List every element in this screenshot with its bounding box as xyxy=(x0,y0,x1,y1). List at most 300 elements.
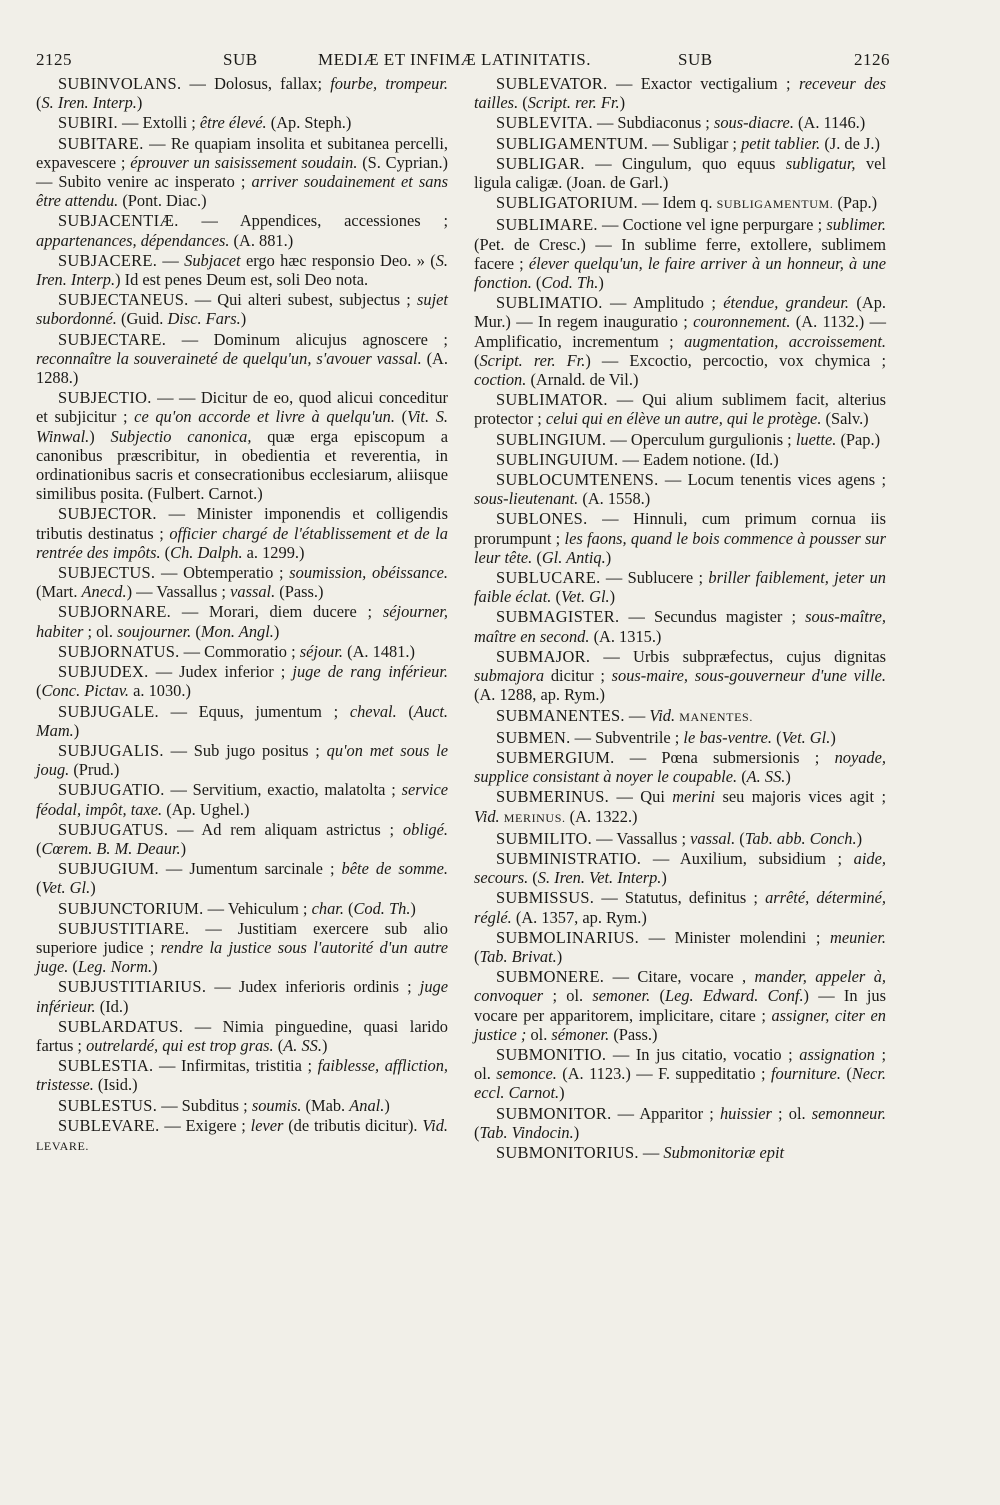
entry-text: (Salv.) xyxy=(821,409,869,429)
entry-text: (Ap. Ughel.) xyxy=(162,799,250,819)
entry-headword: SUBLARDATUS. xyxy=(58,1016,184,1036)
entry-text: ) xyxy=(136,93,143,113)
entry-text: a. 1030.) xyxy=(129,681,191,701)
entry-headword: SUBMERINUS. xyxy=(496,787,610,807)
entry-text: — Dolosus, fallax; xyxy=(181,74,331,93)
entry-text: — Sub jugo positus ; xyxy=(163,740,327,760)
entry-text: ) xyxy=(830,727,836,747)
entry-text: — Re quapiam insolita et subitanea percelli, expavescere ; xyxy=(36,133,448,172)
entry-headword: SUBLIGAMENTUM. xyxy=(496,133,649,153)
entry-text: (J. de J.) xyxy=(820,133,880,153)
entry-headword: SUBJUSTITIARE. xyxy=(58,918,190,938)
entry-text: — Statutus, definitus ; xyxy=(594,888,766,908)
dictionary-entry xyxy=(474,1143,886,1162)
entry-crossref: LEVARE. xyxy=(36,1138,89,1153)
entry-text: — Servitium, exactio, malatolta ; xyxy=(164,780,402,800)
entry-text: ( xyxy=(772,727,782,747)
entry-italic-text: les faons, quand le bois commence à pousser sur leur tête. xyxy=(474,528,887,567)
entry-text: — Exactor vectigalium ; xyxy=(607,74,799,93)
entry-italic-text: juge inférieur. xyxy=(36,977,448,1016)
entry-headword: SUBJECTARE. xyxy=(58,329,167,349)
entry-italic-text: le bas-ventre. xyxy=(683,727,773,747)
entry-crossref: MERINUS. xyxy=(503,810,566,825)
dictionary-entry xyxy=(474,470,886,508)
entry-italic-text: séjourner, habiter xyxy=(36,602,448,641)
entry-text: ( xyxy=(273,1035,284,1055)
entry-italic-text: aide, secours. xyxy=(474,848,886,888)
dictionary-entry xyxy=(474,829,886,848)
entry-text: ( xyxy=(474,1122,480,1142)
dictionary-entry xyxy=(474,706,886,727)
entry-text: (S. Cyprian.) — Subito venire ac insperato ; xyxy=(36,152,449,192)
entry-text: — Citare, vocare , xyxy=(604,967,755,987)
entry-text: ; ol. xyxy=(83,621,118,641)
entry-italic-text: Subjacet xyxy=(184,250,241,270)
entry-text: — Vassallus ; xyxy=(592,828,691,848)
dictionary-entry xyxy=(474,390,886,428)
running-head-right: SUB xyxy=(678,50,713,69)
entry-text: — Cingulum, quo equus xyxy=(584,153,786,173)
entry-headword: SUBJECTIO. xyxy=(58,388,152,408)
dictionary-entry xyxy=(474,154,886,192)
dictionary-entry xyxy=(36,113,448,132)
entry-italic-text: semonneur. xyxy=(811,1103,886,1123)
entry-italic-text: sujet subordonné. xyxy=(36,290,448,329)
entry-text: ) xyxy=(573,1122,580,1142)
dictionary-entry xyxy=(36,662,448,700)
entry-italic-text: Vid. xyxy=(649,705,676,725)
entry-italic-text: Conc. Pictav. xyxy=(41,681,130,701)
entry-italic-text: juge de rang inférieur. xyxy=(292,662,448,682)
running-head-left: SUB xyxy=(223,50,258,69)
entry-text: (A. 1288, ap. Rym.) xyxy=(474,685,605,705)
entry-text: ) xyxy=(609,587,616,607)
entry-italic-text: submajora xyxy=(474,666,545,686)
entry-text: ( xyxy=(532,547,542,567)
dictionary-entry xyxy=(36,1096,448,1115)
entry-text: — Minister imponendis et colligendis tributis destinatus ; xyxy=(36,504,448,543)
entry-italic-text: Necr. eccl. Carnot. xyxy=(474,1064,886,1103)
entry-italic-text: Tab. Brivat. xyxy=(479,946,557,966)
dictionary-entry xyxy=(36,74,448,112)
entry-text: (Mab. xyxy=(301,1095,350,1115)
entry-text: ( xyxy=(36,681,42,701)
entry-headword: SUBLINGUIUM. xyxy=(496,449,619,469)
entry-italic-text: bête de somme. xyxy=(341,859,448,879)
dictionary-entry xyxy=(474,568,886,606)
entry-text: ( xyxy=(735,828,745,848)
entry-italic-text: meunier. xyxy=(830,927,886,947)
entry-text: — — Dicitur de eo, quod alicui conceditur et subjicitur ; xyxy=(36,388,448,427)
entry-italic-text: sous-diacre. xyxy=(713,113,794,133)
dictionary-entry xyxy=(36,1017,448,1055)
dictionary-entry xyxy=(474,113,886,132)
entry-text: — Secundus magister ; xyxy=(619,607,806,627)
entry-text: — Commoratio ; xyxy=(179,641,300,661)
entry-italic-text: sublimer. xyxy=(826,215,886,235)
entry-italic-text: huissier xyxy=(719,1103,772,1123)
entry-text: (Ap. Steph.) xyxy=(266,113,352,133)
entry-italic-text: arrêté, déterminé, réglé. xyxy=(474,888,886,927)
entry-text: (Id.) xyxy=(95,996,129,1016)
entry-italic-text: S. Iren. Interp. xyxy=(36,250,449,290)
entry-headword: SUBMAGISTER. xyxy=(496,607,620,627)
entry-text: ) xyxy=(273,621,280,641)
entry-headword: SUBIRI. xyxy=(58,113,118,133)
entry-headword: SUBLONES. xyxy=(496,509,588,529)
entry-text: (A. 1288.) xyxy=(36,348,448,388)
entry-headword: SUBJACERE. xyxy=(58,250,158,270)
entry-text: — Morari, diem ducere ; xyxy=(171,602,383,622)
entry-crossref: SUBLIGAMENTUM. xyxy=(716,197,834,212)
entry-text: ) — In jus vocare per apparitorem, implicitare, citare ; xyxy=(474,986,886,1025)
entry-text: ) xyxy=(384,1095,390,1115)
entry-italic-text: Vid. xyxy=(474,806,500,826)
entry-text: ( xyxy=(650,986,665,1006)
entry-italic-text: sous-maire, sous-gouverneur d'une ville. xyxy=(611,666,886,686)
dictionary-entry xyxy=(36,211,448,249)
entry-italic-text: Tab. Vindocin. xyxy=(479,1122,574,1142)
entry-text: ( xyxy=(518,93,528,113)
entry-italic-text: Anecd. xyxy=(81,582,127,602)
entry-italic-text: soumis. xyxy=(251,1095,302,1115)
entry-italic-text: assigner, citer en justice ; xyxy=(474,1005,886,1044)
entry-italic-text: vassal. xyxy=(230,582,276,602)
dictionary-entry xyxy=(36,563,448,601)
entry-italic-text: obligé. xyxy=(402,819,448,839)
dictionary-entry xyxy=(474,1104,886,1142)
entry-headword: SUBMONERE. xyxy=(496,967,605,987)
entry-text: — Obtemperatio ; xyxy=(155,563,290,583)
entry-text: (Pap.) xyxy=(836,429,881,449)
entry-italic-text: soumission, obéissance. xyxy=(289,563,449,583)
entry-text: ) — Excoctio, percoctio, vox chymica ; xyxy=(585,350,886,370)
dictionary-entry xyxy=(36,820,448,858)
entry-text: (Pap.) xyxy=(833,193,878,213)
entry-headword: SUBLEVATOR. xyxy=(496,74,608,93)
entry-text: ) xyxy=(619,93,626,113)
entry-text: ( xyxy=(474,946,480,966)
dictionary-entry xyxy=(36,251,448,289)
entry-text: ; ol. xyxy=(543,986,593,1006)
entry-text: (Guid. xyxy=(116,309,168,329)
entry-italic-text: Script. rer. Fr. xyxy=(527,93,620,113)
entry-italic-text: soujourner. xyxy=(117,621,192,641)
entry-headword: SUBJUGALE. xyxy=(58,701,159,721)
entry-text: (de tributis dicitur). xyxy=(283,1115,423,1135)
entry-text: — Dominum alicujus agnoscere ; xyxy=(166,329,448,349)
entry-italic-text: couronnement. xyxy=(693,312,791,332)
entry-headword: SUBJACENTIÆ. xyxy=(58,211,179,231)
entry-text: — Equus, jumentum ; xyxy=(158,701,350,721)
dictionary-entry xyxy=(36,780,448,818)
entry-text: — Vehiculum ; xyxy=(203,898,312,918)
entry-italic-text: luette. xyxy=(795,429,837,449)
entry-text: ( xyxy=(68,957,78,977)
entry-text: — Urbis subpræfectus, cujus dignitas xyxy=(590,646,886,666)
entry-headword: SUBMEN. xyxy=(496,727,571,747)
entry-italic-text: Vet. Gl. xyxy=(781,727,831,747)
entry-italic-text: noyade, supplice consistant à noyer le coupable. xyxy=(474,747,886,787)
entry-text: — Qui alteri subest, subjectus ; xyxy=(188,290,418,310)
entry-italic-text: semonce. xyxy=(496,1064,557,1084)
entry-italic-text: sous-maître, maître en second. xyxy=(474,607,886,646)
entry-text: dicitur ; xyxy=(544,666,612,686)
entry-text: (Pet. de Cresc.) — In sublime ferre, extollere, sublimem facere ; xyxy=(474,234,886,273)
entry-italic-text: étendue, grandeur. xyxy=(723,293,850,313)
dictionary-entry xyxy=(36,602,448,640)
page-title: MEDIÆ ET INFIMÆ LATINITATIS. xyxy=(318,50,591,69)
entry-text: ( xyxy=(528,868,538,888)
entry-headword: SUBJUGALIS. xyxy=(58,740,164,760)
entry-italic-text: faiblesse, affliction, tristesse. xyxy=(36,1056,448,1095)
entry-text: ) xyxy=(556,946,563,966)
entry-italic-text: outrelardé, qui est trop gras. xyxy=(86,1035,274,1055)
entry-italic-text: élever quelqu'un, le faire arriver à un honneur, à une fonction. xyxy=(474,253,887,293)
entry-headword: SUBMONITIO. xyxy=(496,1044,607,1064)
entry-text: (A. 1315.) xyxy=(589,626,662,646)
entry-italic-text: reconnaître la souveraineté de quelqu'un, s'avouer vassal. xyxy=(36,348,422,368)
entry-text: ) xyxy=(856,828,863,848)
entry-text: ) xyxy=(240,309,247,329)
entry-text: — Locum tenentis vices agens ; xyxy=(658,470,886,490)
entry-headword: SUBLEVARE. xyxy=(58,1115,160,1135)
entry-italic-text: Vet. Gl. xyxy=(560,587,610,607)
entry-headword: SUBLINGIUM. xyxy=(496,429,607,449)
dictionary-entry xyxy=(474,293,886,389)
entry-text: ( xyxy=(396,701,414,721)
entry-headword: SUBMONITOR. xyxy=(496,1103,612,1123)
entry-crossref: MANENTES. xyxy=(679,709,753,724)
entry-text: — Qui alium sublimem facit, alterius protector ; xyxy=(474,390,886,429)
entry-headword: SUBMONITORIUS. xyxy=(496,1142,639,1162)
entry-text: ( xyxy=(343,898,354,918)
entry-text: — Extolli ; xyxy=(117,113,200,133)
entry-text: ) xyxy=(321,1035,328,1055)
entry-text: ( xyxy=(191,621,201,641)
entry-text: — xyxy=(638,1142,664,1162)
entry-headword: SUBLEVITA. xyxy=(496,113,593,133)
entry-text: ) xyxy=(598,273,604,293)
entry-text: (A. 881.) xyxy=(229,230,294,250)
entry-text: — Minister molendini ; xyxy=(639,927,830,947)
dictionary-entry xyxy=(474,607,886,645)
entry-italic-text: rendre la justice sous l'autorité d'un autre juge. xyxy=(36,937,448,977)
entry-text: ) xyxy=(180,838,187,858)
entry-text: ) xyxy=(73,720,80,740)
entry-text: — Hinnuli, cum primum cornua iis prorumpunt ; xyxy=(474,509,886,548)
entry-text: — Judex inferior ; xyxy=(148,662,293,682)
entry-italic-text: S. Iren. Interp. xyxy=(41,93,137,113)
entry-headword: SUBJORNATUS. xyxy=(58,641,180,661)
entry-text: (Pass.) xyxy=(275,582,324,602)
entry-italic-text: merini xyxy=(672,787,716,807)
entry-italic-text: Ch. Dalph. xyxy=(170,542,243,562)
entry-text: (Pont. Diac.) xyxy=(118,191,207,211)
entry-headword: SUBJUGATIO. xyxy=(58,780,165,800)
entry-italic-text: arriver soudainement et sans être attendu. xyxy=(36,172,448,211)
entry-italic-text: Leg. Norm. xyxy=(77,957,153,977)
entry-italic-text: briller faiblement, jeter un faible éclat. xyxy=(474,568,887,607)
entry-italic-text: char. xyxy=(311,898,344,918)
entry-headword: SUBJUSTITIARIUS. xyxy=(58,977,207,997)
entry-text: — xyxy=(157,250,185,270)
entry-text: (A. 1123.) — F. suppeditatio ; xyxy=(556,1064,771,1084)
entry-italic-text: officier chargé de l'établissement et de la rentrée des impôts. xyxy=(36,523,448,562)
entry-text: ( xyxy=(36,838,42,858)
entry-headword: SUBJUDEX. xyxy=(58,662,149,682)
dictionary-entry xyxy=(474,787,886,827)
entry-italic-text: Cod. Th. xyxy=(541,273,599,293)
right-column xyxy=(474,74,886,1163)
entry-italic-text: Script. rer. Fr. xyxy=(479,350,586,370)
entry-text: ) xyxy=(152,957,158,977)
entry-italic-text: éprouver un saisissement soudain. xyxy=(130,152,358,172)
entry-text: — Sublucere ; xyxy=(600,568,709,588)
entry-text: ) Id est penes Deum est, soli Deo nota. xyxy=(115,270,369,290)
entry-italic-text: Vid. xyxy=(422,1115,448,1135)
entry-italic-text: subligatur, xyxy=(785,153,856,173)
entry-text: ( xyxy=(394,407,408,427)
dictionary-entry xyxy=(36,899,448,918)
entry-italic-text: lever xyxy=(250,1115,284,1135)
entry-text: — Subdiaconus ; xyxy=(592,113,714,133)
entry-text: — Qui xyxy=(609,787,673,807)
entry-italic-text: Cod. Th. xyxy=(353,898,411,918)
entry-italic-text: ce qu'on accorde et livre à quelqu'un. xyxy=(134,407,395,427)
entry-headword: SUBLOCUMTENENS. xyxy=(496,470,659,490)
entry-text: (A. 1146.) xyxy=(793,113,866,133)
entry-text: ( xyxy=(551,587,561,607)
entry-text: a. 1299.) xyxy=(242,542,305,562)
dictionary-entry xyxy=(36,919,448,977)
dictionary-entry xyxy=(474,1045,886,1103)
entry-text: — Nimia pinguedine, quasi larido fartus ; xyxy=(36,1016,448,1055)
entry-italic-text: sous-lieutenant. xyxy=(474,489,579,509)
entry-italic-text: Vit. S. Winwal. xyxy=(36,407,448,446)
dictionary-entry xyxy=(36,977,448,1015)
entry-text: — Operculum gurgulionis ; xyxy=(606,429,796,449)
entry-text: ( xyxy=(36,93,42,113)
entry-headword: SUBLIGATORIUM. xyxy=(496,193,638,213)
entry-text: (Prud.) xyxy=(69,760,120,780)
dictionary-entry xyxy=(474,430,886,449)
entry-italic-text: fourbe, trompeur. xyxy=(330,74,448,93)
entry-headword: SUBJUGATUS. xyxy=(58,819,169,839)
entry-headword: SUBLIGAR. xyxy=(496,153,585,173)
entry-italic-text: Cœrem. B. M. Deaur. xyxy=(41,838,181,858)
entry-italic-text: Auct. Mam. xyxy=(36,701,448,740)
entry-headword: SUBLIMATIO. xyxy=(496,293,603,313)
entry-text: quæ erga episcopum a canonibus præscribitur, in obedientia et reverentia, in ordinationibus sacris et consecrationibus ecclesiarum, aliisque similibus posita. (Fulbert. Carnot.) xyxy=(36,426,448,504)
dictionary-entry xyxy=(474,450,886,469)
dictionary-entry xyxy=(36,388,448,503)
entry-text: (A. 1357, ap. Rym.) xyxy=(511,907,647,927)
entry-text: — Jumentum sarcinale ; xyxy=(158,859,342,879)
entry-headword: SUBMERGIUM. xyxy=(496,747,615,767)
page-number-right: 2126 xyxy=(854,50,890,69)
entry-headword: SUBINVOLANS. xyxy=(58,74,182,93)
entry-text: — Subditus ; xyxy=(157,1095,252,1115)
entry-headword: SUBJUGIUM. xyxy=(58,859,159,879)
entry-italic-text: coction. xyxy=(474,370,527,390)
entry-text: ) xyxy=(410,898,416,918)
entry-headword: SUBMANENTES. xyxy=(496,705,625,725)
entry-italic-text: appartenances, dépendances. xyxy=(36,230,230,250)
entry-headword: SUBMISSUS. xyxy=(496,888,595,908)
entry-headword: SUBLESTUS. xyxy=(58,1095,158,1115)
entry-italic-text: mander, appeler à, convoquer xyxy=(474,967,886,1006)
entry-italic-text: Vet. Gl. xyxy=(41,878,91,898)
entry-headword: SUBITARE. xyxy=(58,133,144,153)
dictionary-entry xyxy=(36,741,448,779)
entry-italic-text: Mon. Angl. xyxy=(200,621,274,641)
entry-text: (A. 1558.) xyxy=(578,489,651,509)
entry-italic-text: Tab. abb. Conch. xyxy=(744,828,857,848)
entry-text: ; ol. xyxy=(474,1044,886,1084)
entry-italic-text: receveur des tailles. xyxy=(474,74,886,113)
dictionary-entry xyxy=(36,134,448,211)
entry-headword: SUBMOLINARIUS. xyxy=(496,927,640,947)
entry-italic-text: Subjectio canonica, xyxy=(110,426,252,446)
entry-headword: SUBJECTUS. xyxy=(58,563,156,583)
dictionary-entry xyxy=(36,504,448,562)
entry-headword: SUBJUNCTORIUM. xyxy=(58,898,204,918)
entry-headword: SUBMILITO. xyxy=(496,828,593,848)
entry-text: ( xyxy=(737,767,747,787)
entry-headword: SUBJECTOR. xyxy=(58,504,157,524)
entry-text: (Isid.) xyxy=(93,1075,138,1095)
entry-italic-text: être élevé. xyxy=(199,113,267,133)
entry-italic-text: A. SS. xyxy=(283,1035,322,1055)
entry-italic-text: service féodal, impôt, taxe. xyxy=(36,780,448,819)
entry-text: — Subventrile ; xyxy=(570,727,684,747)
entry-headword: SUBLUCARE. xyxy=(496,568,601,588)
entry-italic-text: fourniture. xyxy=(770,1064,841,1084)
dictionary-entry xyxy=(474,134,886,153)
entry-italic-text: Disc. Fars. xyxy=(167,309,241,329)
entry-italic-text: qu'on met sous le joug. xyxy=(36,740,448,780)
dictionary-entry xyxy=(36,642,448,661)
entry-text: ( xyxy=(160,542,171,562)
entry-text: ) xyxy=(559,1083,565,1103)
entry-italic-text: assignation xyxy=(799,1044,875,1064)
entry-italic-text: cheval. xyxy=(349,701,397,721)
entry-text: — Justitiam exercere sub alio superiore judice ; xyxy=(36,918,448,957)
entry-text: — Judex inferioris ordinis ; xyxy=(206,977,420,997)
entry-text: ) xyxy=(90,878,96,898)
entry-text: — Amplitudo ; xyxy=(602,293,724,313)
entry-text: ( xyxy=(840,1064,852,1084)
entry-headword: SUBJORNARE. xyxy=(58,602,172,622)
entry-italic-text: sémoner. xyxy=(551,1024,610,1044)
entry-text: seu majoris vices agit ; xyxy=(715,787,886,807)
entry-headword: SUBLESTIA. xyxy=(58,1056,154,1076)
dictionary-entry xyxy=(474,849,886,887)
entry-headword: SUBMINISTRATIO. xyxy=(496,848,642,868)
entry-italic-text: S. Iren. Vet. Interp. xyxy=(537,868,662,888)
entry-text: ) — Vassallus ; xyxy=(126,582,231,602)
entry-text: vel ligula caligæ. (Joan. de Garl.) xyxy=(474,153,887,193)
entry-text: — xyxy=(624,705,650,725)
entry-text: (Pass.) xyxy=(609,1024,658,1044)
entry-italic-text: A. SS. xyxy=(746,767,786,787)
dictionary-entry xyxy=(474,74,886,112)
dictionary-entry xyxy=(36,1116,448,1156)
entry-italic-text: Leg. Edward. Conf. xyxy=(664,986,804,1006)
entry-text: ) xyxy=(89,426,111,446)
entry-text: — Auxilium, subsidium ; xyxy=(641,848,854,868)
